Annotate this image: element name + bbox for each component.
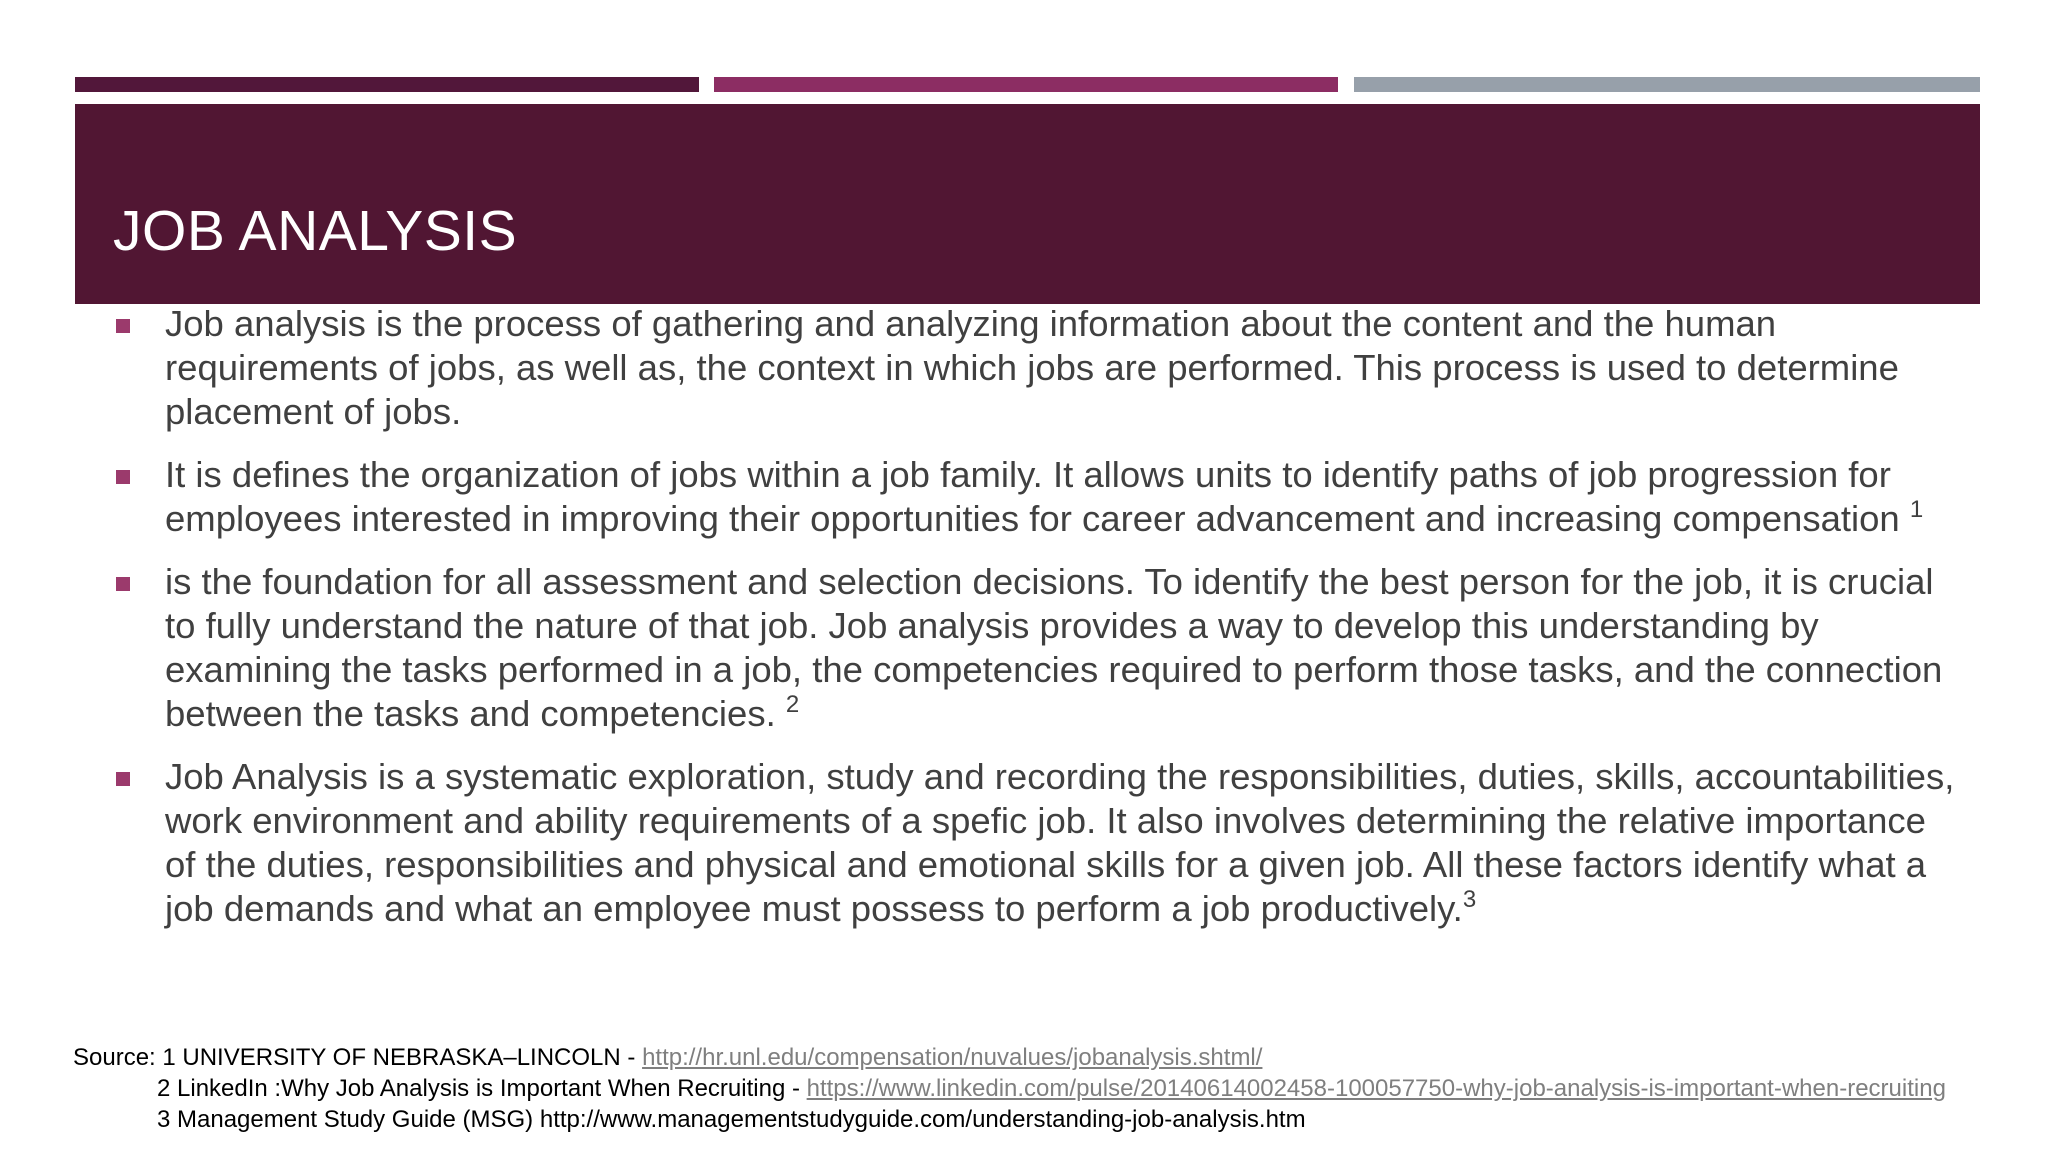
source-line-1 xyxy=(73,1042,1963,1073)
bullet-text: Job Analysis is a systematic exploration, study and recording the responsibilities, duties, skills, accountabilities, work environment and ability requirements of a spefic job. It also involves determining the relative importance of the duties, responsibilities and physical and emotional skills for a given job. All these factors identify what a job demands and what an employee must possess to perform a job productively. xyxy=(165,756,1955,929)
source-2-link[interactable]: https://www.linkedin.com/pulse/20140614002458-100057750-why-job-analysis-is-important-when-recruiting xyxy=(806,1075,1946,1102)
title-band xyxy=(75,104,1980,304)
accent-bar-gray xyxy=(1354,77,1980,92)
source-line-2 xyxy=(73,1073,1963,1104)
bullet-list xyxy=(116,302,1956,950)
top-accent-bars xyxy=(75,77,1980,92)
accent-bar-magenta xyxy=(714,77,1338,92)
bullet-item xyxy=(116,453,1956,541)
footnote-marker: 3 xyxy=(1462,886,1477,913)
bullet-item xyxy=(116,755,1956,931)
square-bullet-icon xyxy=(116,772,130,786)
bullet-text: It is defines the organization of jobs within a job family. It allows units to identify paths of job progression for employees interested in improving their opportunities for career advancement and increasing compensation xyxy=(165,454,1910,539)
accent-bar-dark xyxy=(75,77,699,92)
square-bullet-icon xyxy=(116,577,130,591)
source-2-label: 2 LinkedIn :Why Job Analysis is Important When Recruiting - xyxy=(157,1075,807,1102)
bullet-item xyxy=(116,560,1956,736)
source-1-label: Source: 1 UNIVERSITY OF NEBRASKA–LINCOLN - xyxy=(73,1044,643,1071)
bullet-text: Job analysis is the process of gathering and analyzing information about the content and the human requirements of jobs, as well as, the context in which jobs are performed. This process is used to determine placement of jobs. xyxy=(165,303,1899,432)
square-bullet-icon xyxy=(116,470,130,484)
sources-footer xyxy=(73,1042,1963,1150)
footnote-marker: 2 xyxy=(785,691,800,718)
bullet-item xyxy=(116,302,1956,434)
square-bullet-icon xyxy=(116,319,130,333)
bullet-text: is the foundation for all assessment and selection decisions. To identify the best person for the job, it is crucial to fully understand the nature of that job. Job analysis provides a way to develop this understanding by examining the tasks performed in a job, the competencies required to perform those tasks, and the connection between the tasks and competencies. xyxy=(165,561,1943,734)
footnote-marker: 1 xyxy=(1909,496,1924,523)
source-line-3: 3 Management Study Guide (MSG) http://www.managementstudyguide.com/understanding-job-analysis.htm xyxy=(157,1106,1306,1133)
slide-title: JOB ANALYSIS xyxy=(113,199,518,263)
source-1-link[interactable]: http://hr.unl.edu/compensation/nuvalues/jobanalysis.shtml/ xyxy=(642,1044,1263,1071)
